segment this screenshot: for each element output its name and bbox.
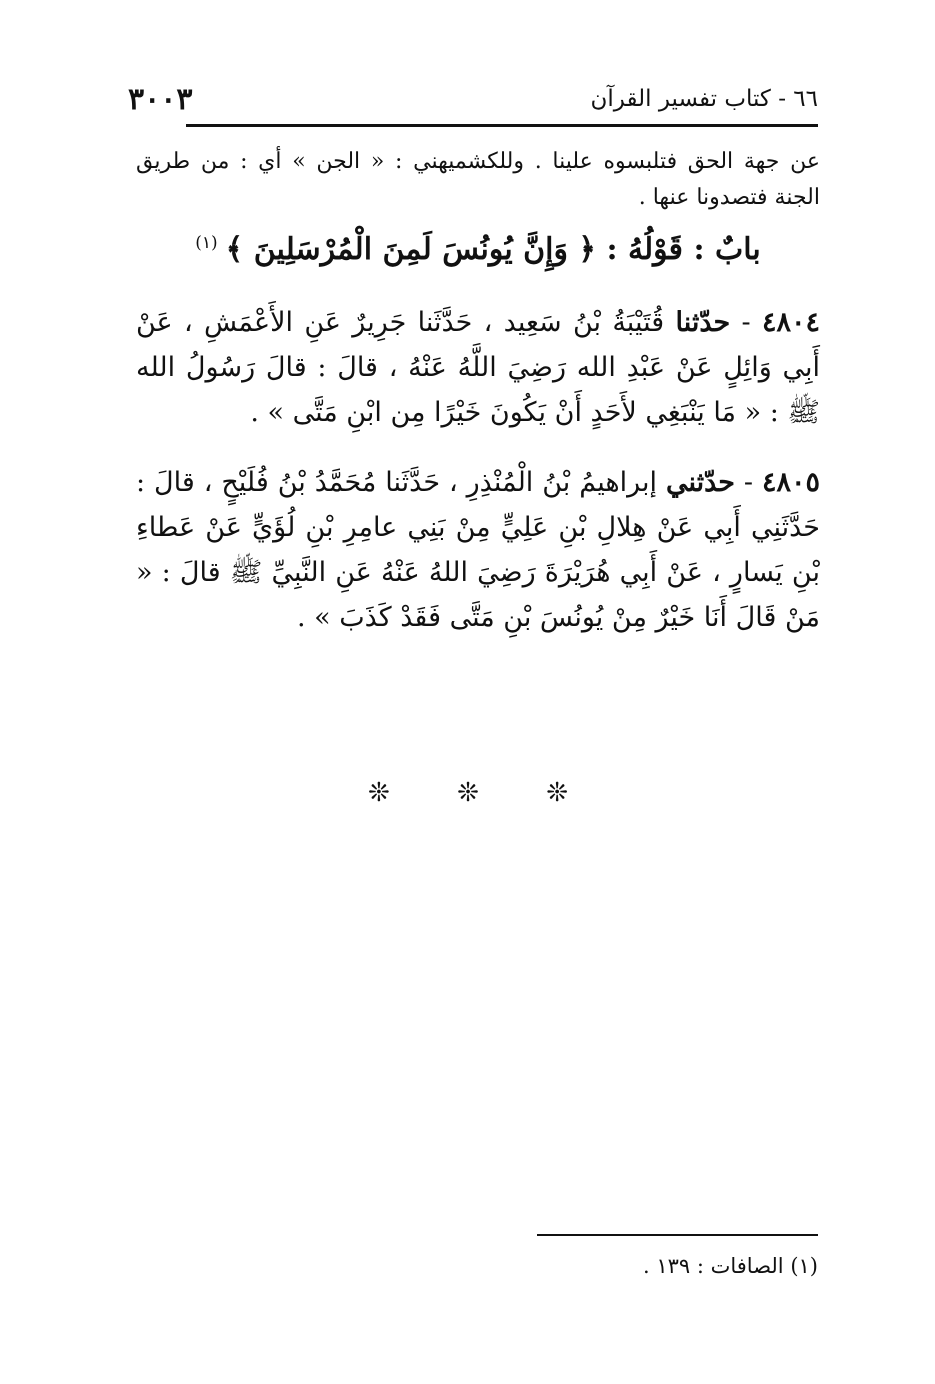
hadith-number: ٤٨٠٥ (761, 467, 820, 498)
hadith-lead: حدّثني (665, 467, 735, 498)
footnote-rule (537, 1234, 818, 1236)
hadith-4804: ٤٨٠٤ - حدّثنا قُتَيْبَةُ بْنُ سَعِيد ، حَدَّثَنا جَرِيرٌ عَنِ الأَعْمَشِ ، عَنْ أَبِي وَائِلٍ عَنْ عَبْدِ الله رَضِيَ اللَّهُ عَنْهُ ، قالَ : قالَ رَسُولُ الله ﷺ : « مَا يَنْبَغِي لأَحَدٍ أَنْ يَكُونَ خَيْرًا مِن ابْنِ مَتَّى » . (136, 307, 820, 428)
hadith-lead: حدّثنا (675, 307, 731, 338)
intro-paragraph: عن جهة الحق فتلبسوه علينا . وللكشميهني : « الجن » أي : من طريق الجنة فتصدونا عنها . (136, 149, 820, 210)
separator-star: ❊ (546, 778, 568, 808)
section-separator (368, 778, 568, 808)
hadith-4805: ٤٨٠٥ - حدّثني إبراهيمُ بْنُ الْمُنْذِرِ ، حَدَّثَنا مُحَمَّدُ بْنُ فُلَيْحٍ ، قالَ : حَدَّثَنِي أَبِي عَنْ هِلالِ بْنِ عَلِيٍّ مِنْ بَنِي عامِرِ بْنِ لُؤَيٍّ عَنْ عَطاءِ بْنِ يَسارٍ ، عَنْ أَبِي هُرَيْرَةَ رَضِيَ اللهُ عَنْهُ عَنِ النَّبِيِّ ﷺ قالَ : « مَنْ قَالَ أَنَا خَيْرٌ مِنْ يُونُسَ بْنِ مَتَّى فَقَدْ كَذَبَ » . (136, 467, 820, 633)
chapter-heading-text: بابٌ : قَوْلُهُ : ﴿ وَإِنَّ يُونُسَ لَمِنَ الْمُرْسَلِينَ ﴾ (225, 232, 761, 267)
header-rule (186, 124, 818, 127)
page-number: ٣٠٠٣ (128, 82, 193, 117)
chapter-heading (136, 232, 820, 267)
hadith-text: إبراهيمُ بْنُ الْمُنْذِرِ ، حَدَّثَنا مُحَمَّدُ بْنُ فُلَيْحٍ ، قالَ : حَدَّثَنِي أَبِي عَنْ هِلالِ بْنِ عَلِيٍّ مِنْ بَنِي عامِرِ بْنِ لُؤَيٍّ عَنْ عَطاءِ بْنِ يَسارٍ ، عَنْ أَبِي هُرَيْرَةَ رَضِيَ اللهُ عَنْهُ عَنِ النَّبِيِّ ﷺ قالَ : « مَنْ قَالَ أَنَا خَيْرٌ مِنْ يُونُسَ بْنِ مَتَّى فَقَدْ كَذَبَ » . (136, 467, 820, 633)
separator-star: ❊ (368, 778, 390, 808)
hadith-text: قُتَيْبَةُ بْنُ سَعِيد ، حَدَّثَنا جَرِيرٌ عَنِ الأَعْمَشِ ، عَنْ أَبِي وَائِلٍ عَنْ عَبْدِ الله رَضِيَ اللَّهُ عَنْهُ ، قالَ : قالَ رَسُولُ الله ﷺ : « مَا يَنْبَغِي لأَحَدٍ أَنْ يَكُونَ خَيْرًا مِن ابْنِ مَتَّى » . (136, 307, 820, 428)
footnote: (١) الصافات : ١٣٩ . (642, 1254, 818, 1278)
chapter-footnote-marker: (١) (195, 233, 218, 253)
running-title: ٦٦ - كتاب تفسير القرآن (590, 86, 818, 112)
hadith-number: ٤٨٠٤ (761, 307, 820, 338)
page-header (128, 82, 818, 122)
separator-star: ❊ (457, 778, 479, 808)
